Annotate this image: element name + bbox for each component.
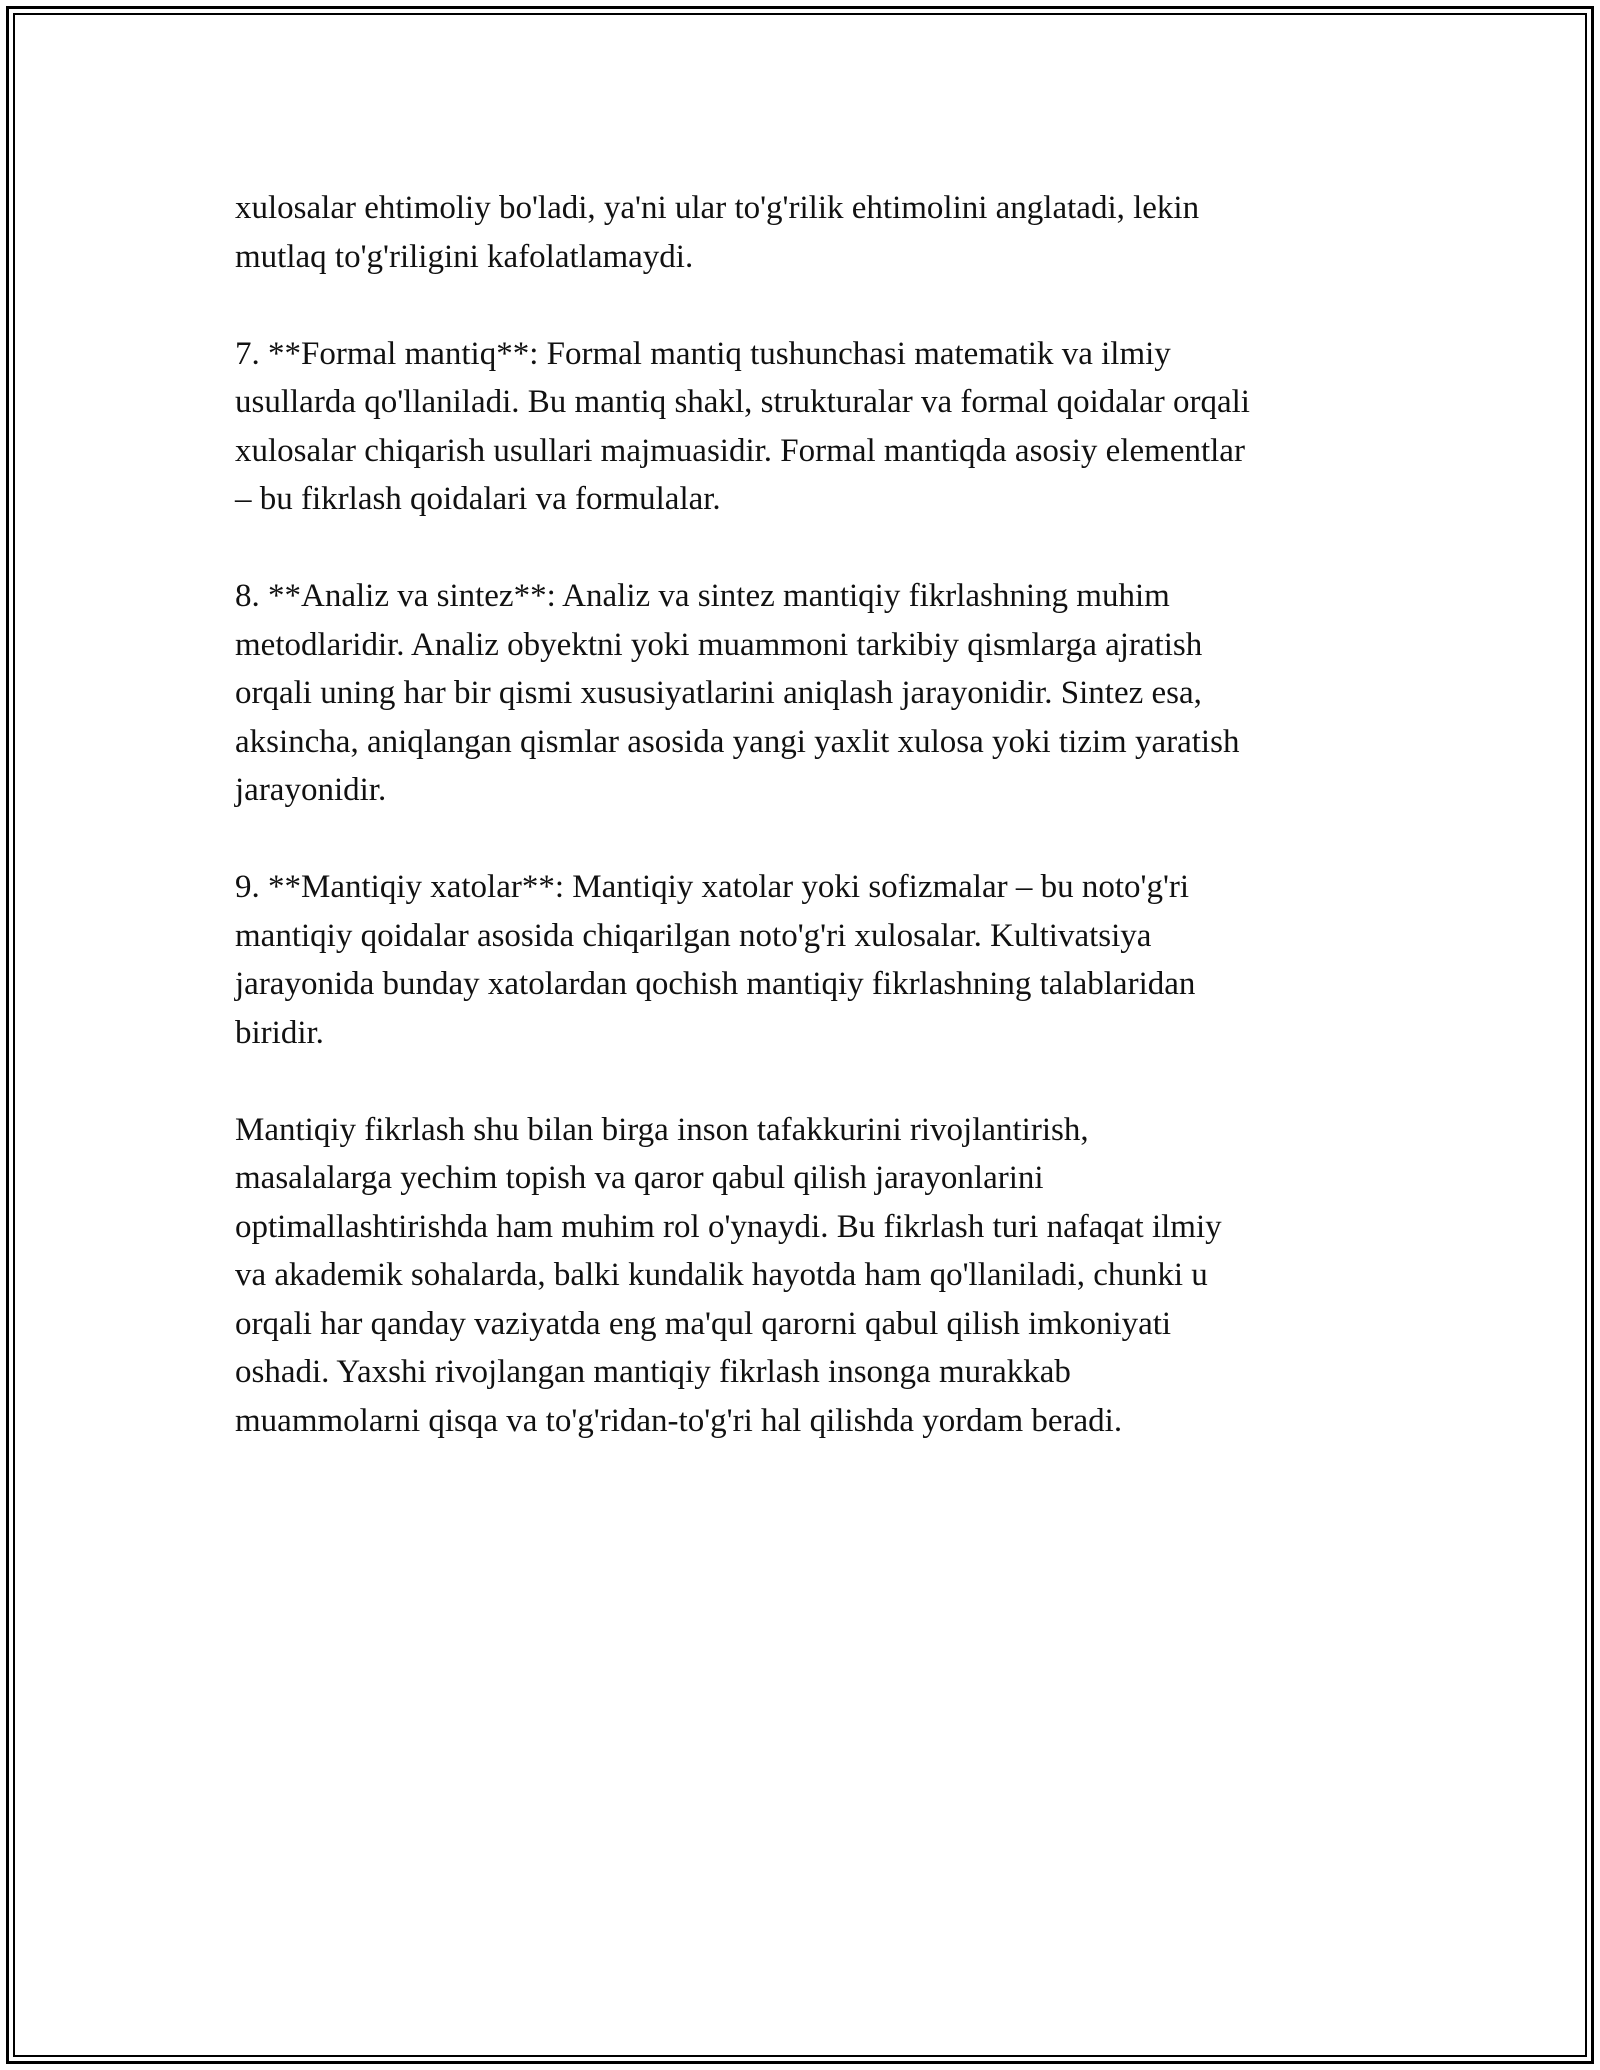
paragraph-mantiqiy-xatolar: 9. **Mantiqiy xatolar**: Mantiqiy xatolar yoki sofizmalar – bu noto'g'ri mantiqiy qoidalar asosida chiqarilgan noto'g'ri xulosalar. Kultivatsiya jarayonida bunday xatolardan qochish mantiqiy fikrlashning talablaridan biridir. (235, 869, 1196, 1051)
paragraph-continuation: xulosalar ehtimoliy bo'ladi, ya'ni ular to'g'rilik ehtimolini anglatadi, lekin mutlaq to'g'riligini kafolatlamaydi. (235, 190, 1200, 275)
paragraph-formal-mantiq: 7. **Formal mantiq**: Formal mantiq tushunchasi matematik va ilmiy usullarda qo'llaniladi. Bu mantiq shakl, strukturalar va formal qoidalar orqali xulosalar chiqarish usullari majmuasidir. Formal mantiqda asosiy elementlar – bu fikrlash qoidalari va formulalar. (235, 335, 1250, 517)
document-body (235, 184, 1385, 1494)
paragraph-conclusion: Mantiqiy fikrlash shu bilan birga inson tafakkurini rivojlantirish, masalalarga yechim topish va qaror qabul qilish jarayonlarini optimallashtirishda ham muhim rol o'ynaydi. Bu fikrlash turi nafaqat ilmiy va akademik sohalarda, balki kundalik hayotda ham qo'llaniladi, chunki u orqali har qanday vaziyatda eng ma'qul qarorni qabul qilish imkoniyati oshadi. Yaxshi rivojlangan mantiqiy fikrlash insonga murakkab muammolarni qisqa va to'g'ridan-to'g'ri hal qilishda yordam beradi. (235, 1111, 1222, 1439)
paragraph-analiz-va-sintez: 8. **Analiz va sintez**: Analiz va sintez mantiqiy fikrlashning muhim metodlaridir. Analiz obyektni yoki muammoni tarkibiy qismlarga ajratish orqali uning har bir qismi xususiyatlarini aniqlash jarayonidir. Sintez esa, aksincha, aniqlangan qismlar asosida yangi yaxlit xulosa yoki tizim yaratish jarayonidir. (235, 578, 1240, 808)
